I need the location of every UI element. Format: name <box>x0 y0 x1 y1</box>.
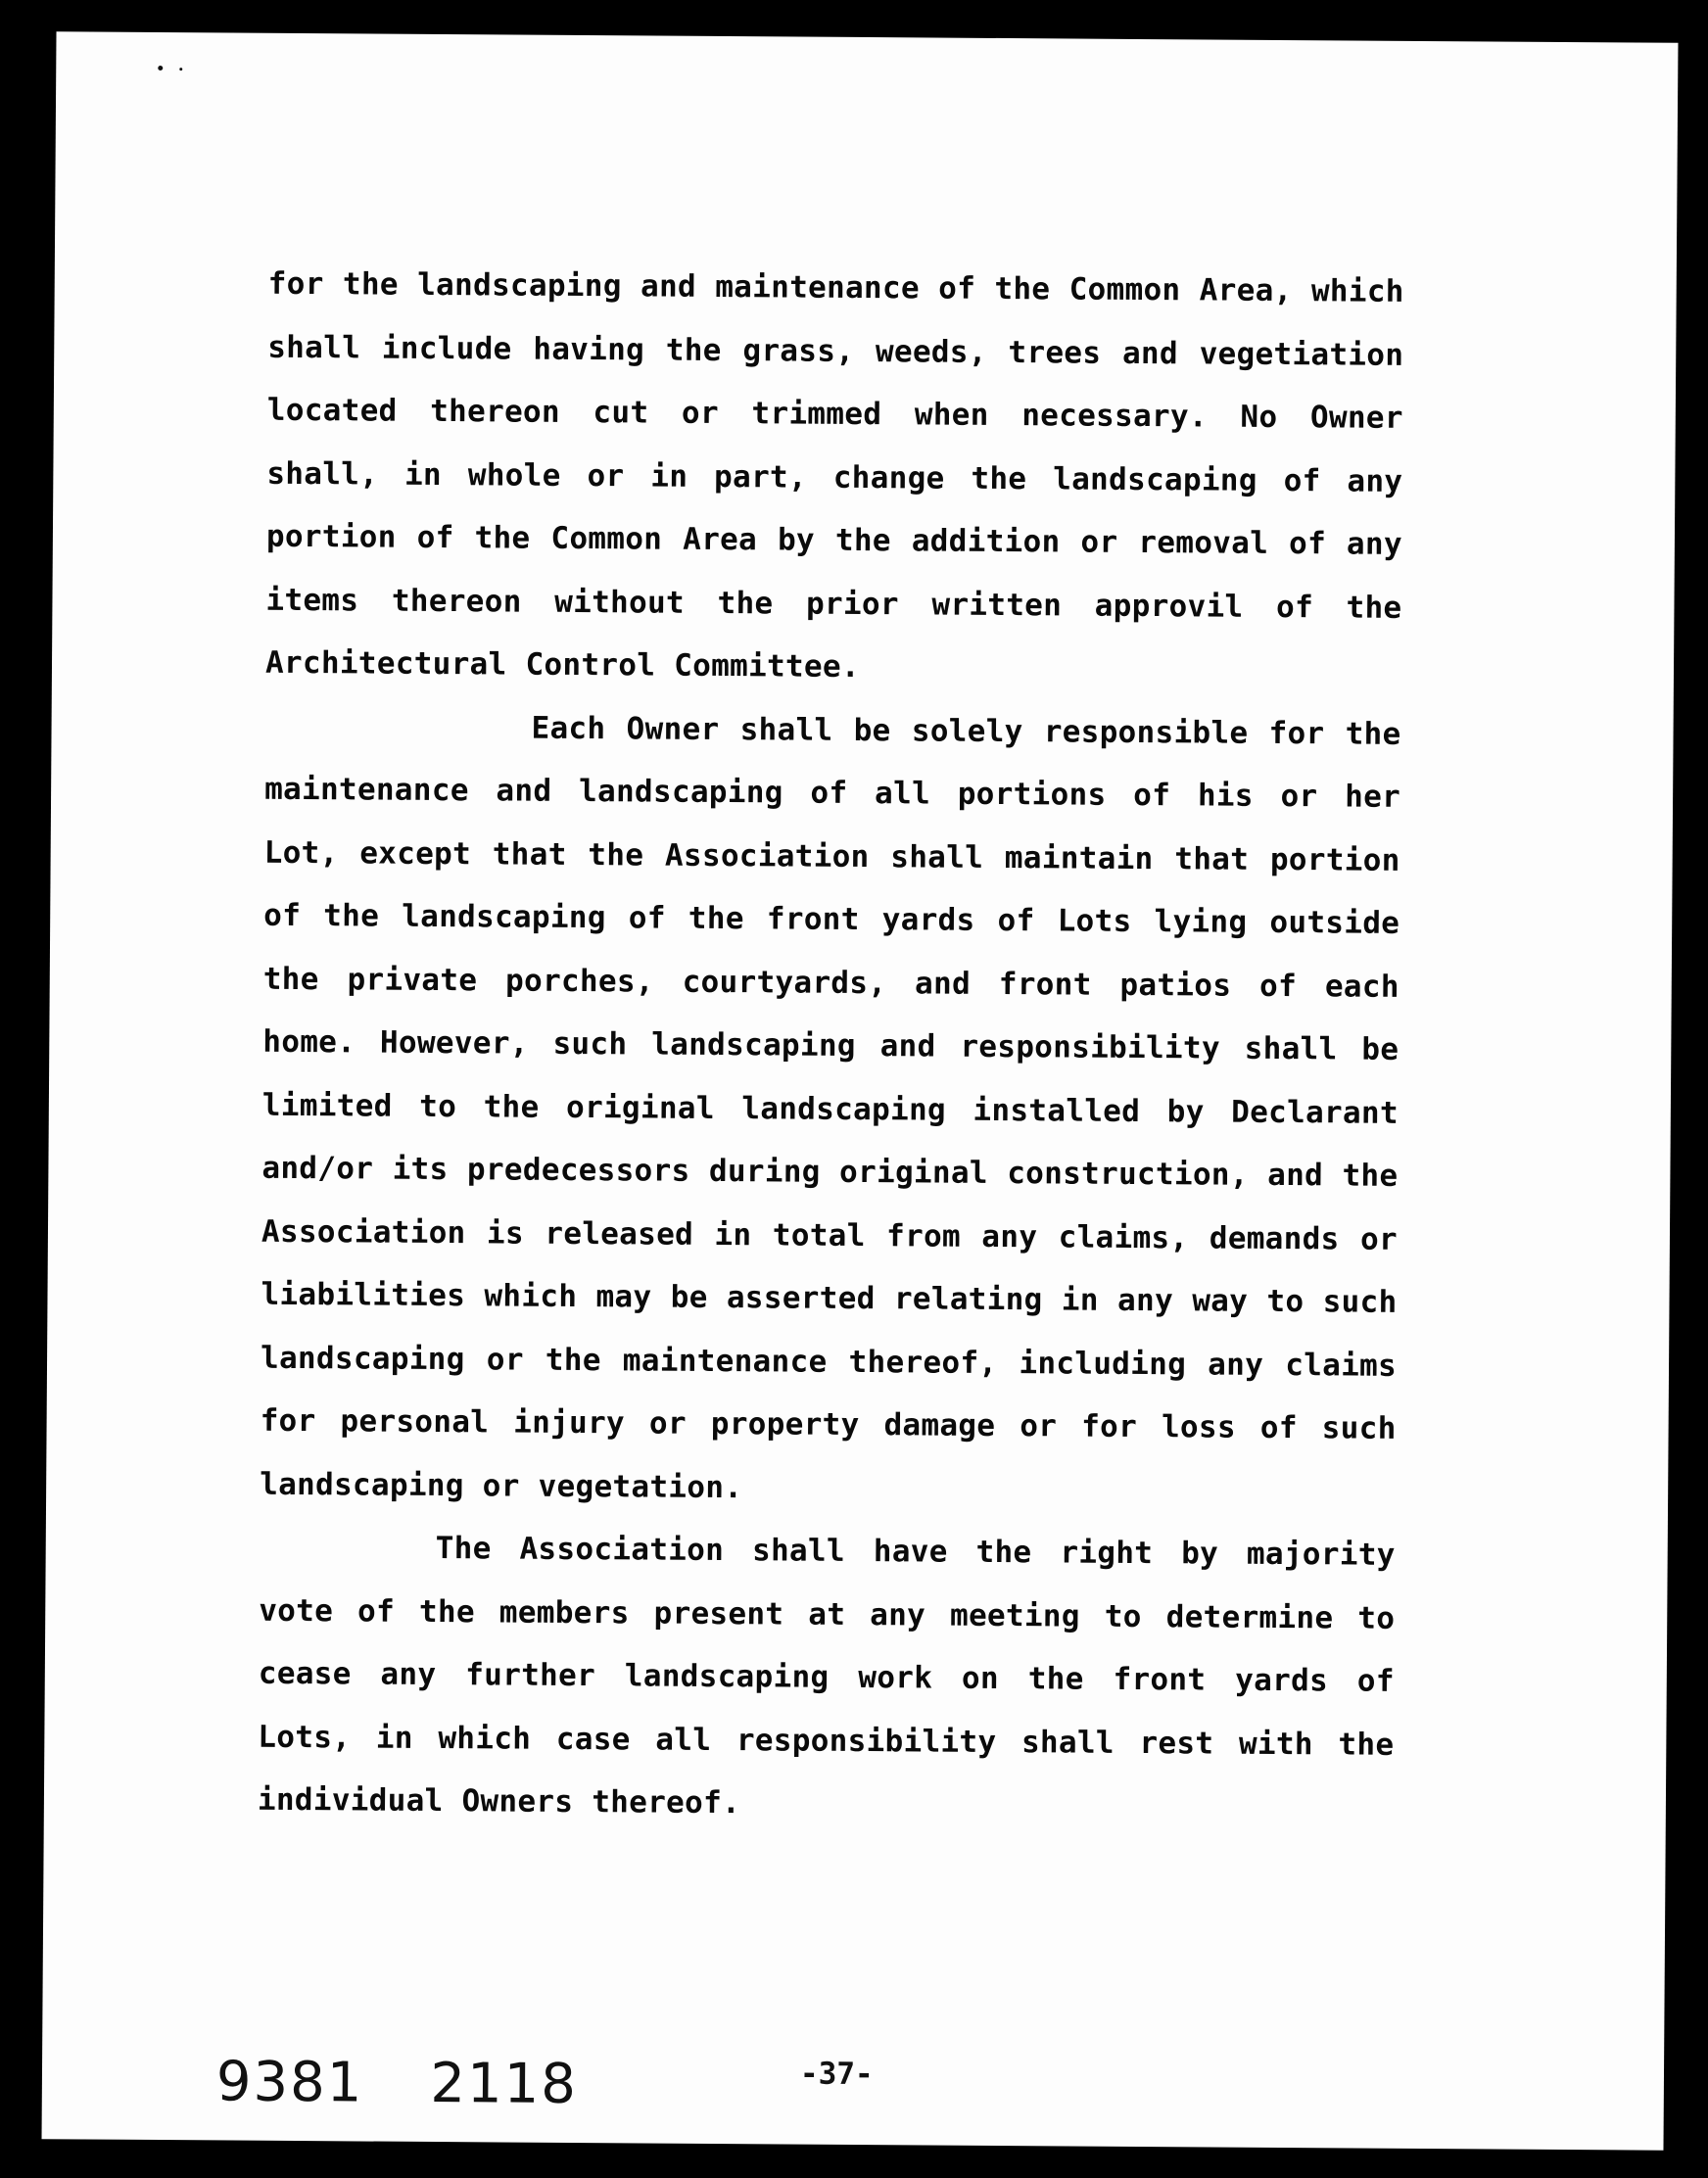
scan-speck <box>179 68 182 71</box>
page-number: -37- <box>799 2056 874 2093</box>
paragraph-2: Each Owner shall be solely responsible for the maintenance and landscaping of all portions of his or her Lot, except that the Association shall maintain that portion of the landscaping of the front yards of Lots lying outside the private porches, courtyards, and front patios of each home. However, such landscaping and responsibility shall be limited to the original landscaping installed by Declarant and/or its predecessors during original construction, and the Association is released in total from any claims, demands or liabilities which may be asserted relating in any way to such landscaping or the maintenance thereof, including any claims for personal injury or property damage or for loss of such landscaping or vegetation. <box>260 710 1401 1505</box>
document-reference <box>216 2050 578 2116</box>
paragraph-3: The Association shall have the right by majority vote of the members present at any meeting to determine to cease any further landscaping work on the front yards of Lots, in which case all responsibility shall rest with the individual Owners thereof. <box>257 1530 1396 1822</box>
scan-speck <box>158 66 163 71</box>
reference-number-left: 9381 <box>215 2050 364 2115</box>
reference-number-right: 2118 <box>430 2051 579 2117</box>
document-page <box>42 31 1679 2151</box>
paragraph-1: for the landscaping and maintenance of the Common Area, which shall include having the grass, weeds, trees and vegetiation located thereon cut or trimmed when necessary. No Owner shall, in whole or in part, change the landscaping of any portion of the Common Area by the addition or removal of any items thereon without the prior written approvil of the Architectural Control Committee. <box>264 265 1404 685</box>
body-text <box>258 253 1404 1840</box>
